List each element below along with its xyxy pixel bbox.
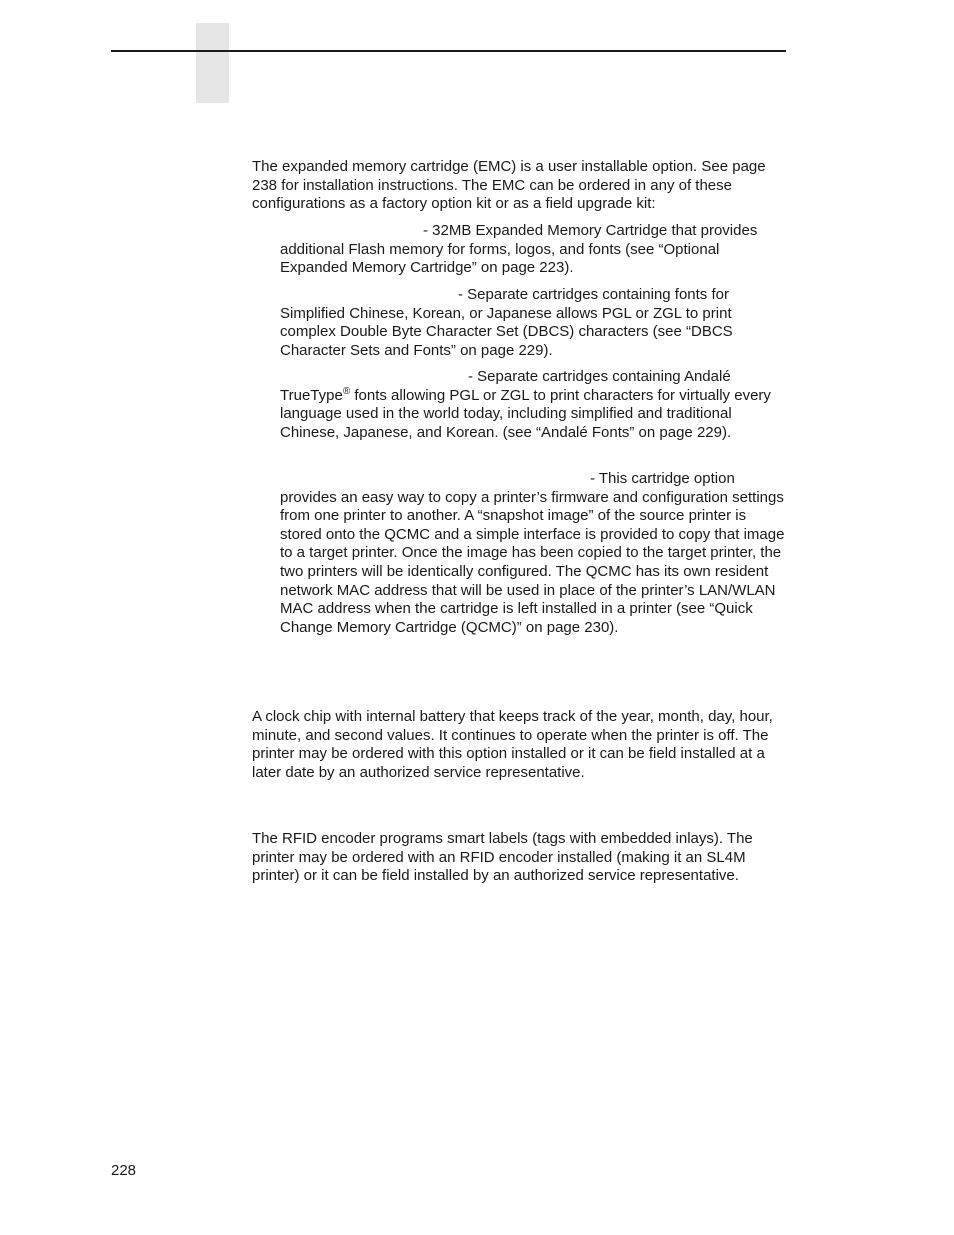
option-item-andale-fonts — [280, 368, 785, 442]
option-text: - Separate cartridges containing fonts for Simplified Chinese, Korean, or Japanese allows PGL or ZGL to print complex Double Byte Character Set (DBCS) characters (see “DBCS Character Sets and Fonts” on page 229). — [280, 286, 733, 359]
chapter-tab — [196, 23, 229, 103]
option-text: fonts allowing PGL or ZGL to print characters for virtually every language used in the world today, including simplified and traditional Chinese, Japanese, and Korean. (see “Andalé Fonts” on page 229). — [280, 386, 771, 441]
option-item-dbcs-fonts — [280, 286, 785, 360]
registered-mark: ® — [342, 385, 351, 397]
option-text: - This cartridge option provides an easy way to copy a printer’s firmware and configuration settings from one printer to another. A “snapshot image” of the source printer is stored onto the QCMC and a simple interface is provided to copy that image to a target printer. Once the image has been copied to the target printer, the two printers will be identically configured. The QCMC has its own resident network MAC address that will be used in place of the printer’s LAN/WLAN MAC address when the cartridge is left installed in a printer (see “Quick Change Memory Cartridge (QCMC)” on page 230). — [280, 470, 785, 636]
clock-paragraph: A clock chip with internal battery that keeps track of the year, month, day, hour, minute, and second values. It continues to operate when the printer is off. The printer may be ordered with this option installed or it can be field installed at a later date by an authorized service representative. — [252, 708, 773, 781]
page-number: 228 — [111, 1162, 137, 1179]
emc-intro-paragraph: The expanded memory cartridge (EMC) is a user installable option. See page 238 for installation instructions. The EMC can be ordered in any of these configurations as a factory option kit or as a field upgrade kit: — [252, 158, 766, 213]
header-rule — [111, 50, 786, 52]
option-text: - Separate cartridges containing Andalé TrueType — [280, 368, 731, 404]
option-item-32mb-emc — [280, 222, 785, 278]
option-item-qcmc — [280, 470, 785, 637]
option-text: - 32MB Expanded Memory Cartridge that provides additional Flash memory for forms, logos, and fonts (see “Optional Expanded Memory Cartridge” on page 223). — [280, 222, 758, 277]
rfid-paragraph: The RFID encoder programs smart labels (tags with embedded inlays). The printer may be ordered with an RFID encoder installed (making it an SL4M printer) or it can be field installed by an authorized service representative. — [252, 830, 753, 885]
